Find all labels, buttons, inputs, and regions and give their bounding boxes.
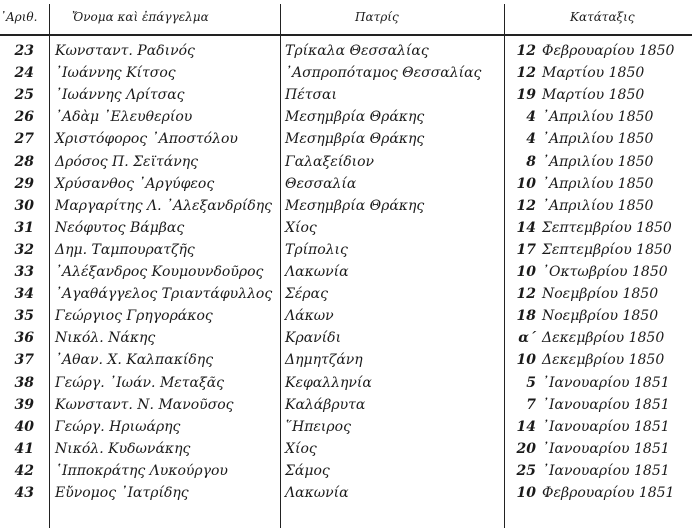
enrollment-day: 12 [516, 197, 536, 214]
enrollment-day: 5 [526, 374, 536, 391]
enrollment-date [510, 463, 670, 479]
enrollment-date [510, 176, 653, 192]
table-row [0, 42, 692, 63]
birthplace: Λακωνία [285, 264, 349, 280]
enrollment-month-year: ᾿Ιανουαρίου 1851 [542, 462, 670, 479]
enrollment-date [510, 264, 668, 280]
enrollment-day: 19 [516, 87, 536, 104]
table-row [0, 484, 692, 505]
birthplace: Λάκων [285, 308, 334, 325]
person-name: Γεώργιος Γρηγοράκος [55, 308, 213, 325]
table-row [0, 86, 692, 107]
birthplace: ᾿Ασπροπόταμος Θεσσαλίας [285, 65, 482, 82]
person-name: Δημ. Ταμπουρατζῆς [55, 241, 195, 258]
row-number: 28 [14, 153, 34, 170]
person-name: ᾿Αδὰμ ᾿Ελευθερίου [55, 109, 193, 126]
person-name: Χριστόφορος ᾿Αποστόλου [55, 131, 238, 148]
person-name: ᾿Αγαθάγγελος Τριαντάφυλλος [55, 286, 273, 303]
table-row [0, 108, 692, 129]
person-name: Νεόφυτος Βάμβας [55, 219, 185, 236]
enrollment-month-year: ᾿Απριλίου 1850 [542, 175, 654, 192]
table-row [0, 462, 692, 483]
birthplace: Καλάβρυτα [285, 396, 366, 413]
enrollment-date [510, 485, 674, 501]
header-rule [0, 34, 692, 36]
enrollment-date [510, 43, 674, 59]
row-number: 30 [14, 197, 34, 214]
row-number: 35 [14, 308, 34, 325]
enrollment-date [510, 242, 672, 258]
enrollment-day: 8 [526, 153, 536, 170]
enrollment-date [510, 330, 664, 346]
enrollment-date [510, 441, 670, 457]
row-number: 36 [14, 330, 34, 347]
table-row [0, 64, 692, 85]
enrollment-month-year: ᾿Ιανουαρίου 1851 [542, 440, 670, 457]
person-name: ᾿Ιωάννης Λρίτσας [55, 87, 185, 104]
enrollment-month-year: Σεπτεμβρίου 1850 [542, 241, 672, 258]
birthplace: Γαλαξείδιον [285, 153, 375, 170]
birthplace: Κρανίδι [285, 330, 342, 347]
birthplace: Λακωνία [285, 485, 349, 501]
header-date: Κατάταξις [570, 10, 635, 24]
enrollment-date [510, 65, 644, 81]
birthplace: Μεσημβρία Θράκης [285, 109, 425, 126]
row-number: 43 [14, 485, 34, 501]
birthplace: Χίος [285, 219, 317, 236]
row-number: 41 [14, 440, 34, 457]
table-row [0, 307, 692, 328]
row-number: 23 [14, 43, 34, 59]
table-row [0, 418, 692, 439]
enrollment-day: 12 [516, 65, 536, 82]
table-row [0, 130, 692, 151]
enrollment-day: 17 [516, 241, 536, 258]
row-number: 42 [14, 462, 34, 479]
enrollment-month-year: ᾿Απριλίου 1850 [542, 131, 654, 148]
birthplace: Χίος [285, 440, 317, 457]
person-name: ᾿Αθαν. Χ. Καλπακίδης [55, 352, 214, 369]
enrollment-month-year: Φεβρουαρίου 1851 [542, 485, 675, 501]
row-number: 39 [14, 396, 34, 413]
birthplace: Πέτσαι [285, 87, 337, 104]
enrollment-day: 25 [516, 462, 536, 479]
header-place: Πατρίς [355, 10, 399, 24]
enrollment-month-year: Νοεμβρίου 1850 [542, 286, 659, 303]
row-number: 33 [14, 264, 34, 280]
enrollment-day: 4 [526, 131, 536, 148]
row-number: 32 [14, 241, 34, 258]
enrollment-month-year: ᾿Απριλίου 1850 [542, 197, 654, 214]
birthplace: Τρίπολις [285, 241, 348, 258]
enrollment-month-year: ᾿Απριλίου 1850 [542, 109, 654, 126]
enrollment-month-year: ᾿Ιανουαρίου 1851 [542, 374, 670, 391]
person-name: Κωνσταντ. Ραδινός [55, 43, 195, 59]
enrollment-date [510, 352, 664, 368]
person-name: Χρύσανθος ᾿Αργύφεος [55, 175, 215, 192]
enrollment-month-year: ᾿Οκτωβρίου 1850 [542, 264, 668, 280]
enrollment-month-year: Μαρτίου 1850 [542, 87, 645, 104]
person-name: Γεώργ. Ηριωάρης [55, 418, 181, 435]
enrollment-date [510, 198, 653, 214]
person-name: Νικόλ. Νάκης [55, 330, 156, 347]
table-row [0, 263, 692, 284]
row-number: 26 [14, 109, 34, 126]
header-name: Ὄνομα καὶ ἐπάγγελμα [72, 10, 209, 24]
enrollment-day: 14 [516, 219, 536, 236]
birthplace: Σάμος [285, 462, 330, 479]
enrollment-day: α΄ [518, 330, 536, 347]
row-number: 37 [14, 352, 34, 369]
person-name: ᾿Ιωάννης Κίτσος [55, 65, 176, 82]
person-name: Δρόσος Π. Σεϊτάνης [55, 153, 198, 170]
enrollment-day: 12 [516, 43, 536, 59]
person-name: Εὔνομος ᾿Ιατρίδης [55, 485, 189, 501]
enrollment-day: 10 [516, 264, 536, 280]
enrollment-month-year: Δεκεμβρίου 1850 [542, 352, 665, 369]
enrollment-day: 10 [516, 352, 536, 369]
person-name: Μαργαρίτης Λ. ᾿Αλεξανδρίδης [55, 197, 272, 214]
enrollment-month-year: ᾿Απριλίου 1850 [542, 153, 654, 170]
enrollment-day: 4 [526, 109, 536, 126]
header-number: ᾿Αριθ. [0, 10, 38, 24]
table-row [0, 197, 692, 218]
table-row [0, 329, 692, 350]
table-row [0, 396, 692, 417]
person-name: Νικόλ. Κυδωνάκης [55, 440, 191, 457]
birthplace: ῞Ηπειρος [285, 418, 351, 435]
enrollment-date [510, 220, 672, 236]
enrollment-date [510, 308, 658, 324]
enrollment-date [510, 397, 670, 413]
enrollment-date [510, 375, 670, 391]
enrollment-date [510, 419, 670, 435]
row-number: 31 [14, 219, 34, 236]
enrollment-month-year: ᾿Ιανουαρίου 1851 [542, 418, 670, 435]
table-row [0, 153, 692, 174]
person-name: Κωνσταντ. Ν. Μανοῦσος [55, 396, 234, 413]
enrollment-date [510, 286, 658, 302]
birthplace: Θεσσαλία [285, 175, 357, 192]
table-row [0, 175, 692, 196]
enrollment-month-year: Μαρτίου 1850 [542, 65, 645, 82]
row-number: 29 [14, 175, 34, 192]
person-name: Γεώργ. ᾿Ιωάν. Μεταξᾶς [55, 374, 225, 391]
birthplace: Τρίκαλα Θεσσαλίας [285, 43, 429, 59]
enrollment-day: 10 [516, 485, 536, 501]
table-row [0, 374, 692, 395]
enrollment-date [510, 87, 644, 103]
enrollment-day: 18 [516, 308, 536, 325]
enrollment-day: 12 [516, 286, 536, 303]
enrollment-month-year: Νοεμβρίου 1850 [542, 308, 659, 325]
table-row [0, 219, 692, 240]
enrollment-day: 7 [526, 396, 536, 413]
enrollment-date [510, 131, 653, 147]
enrollment-month-year: ᾿Ιανουαρίου 1851 [542, 396, 670, 413]
row-number: 40 [14, 418, 34, 435]
table-row [0, 351, 692, 372]
table-row [0, 285, 692, 306]
enrollment-day: 20 [516, 440, 536, 457]
enrollment-day: 14 [516, 418, 536, 435]
birthplace: Μεσημβρία Θράκης [285, 131, 425, 148]
person-name: ῾Ιπποκράτης Λυκούργου [55, 462, 228, 479]
row-number: 27 [14, 131, 34, 148]
table-row [0, 440, 692, 461]
enrollment-month-year: Δεκεμβρίου 1850 [542, 330, 665, 347]
row-number: 34 [14, 286, 34, 303]
enrollment-date [510, 154, 653, 170]
birthplace: Δημητζάνη [285, 352, 363, 369]
birthplace: Σέρας [285, 286, 328, 303]
birthplace: Κεφαλληνία [285, 374, 372, 391]
row-number: 25 [14, 87, 34, 104]
enrollment-day: 10 [516, 175, 536, 192]
table-row [0, 241, 692, 262]
birthplace: Μεσημβρία Θράκης [285, 197, 425, 214]
enrollment-date [510, 109, 653, 125]
person-name: ᾿Αλέξανδρος Κουμουνδοῦρος [55, 264, 264, 280]
enrollment-month-year: Φεβρουαρίου 1850 [542, 43, 675, 59]
row-number: 38 [14, 374, 34, 391]
row-number: 24 [14, 65, 34, 82]
enrollment-month-year: Σεπτεμβρίου 1850 [542, 219, 672, 236]
